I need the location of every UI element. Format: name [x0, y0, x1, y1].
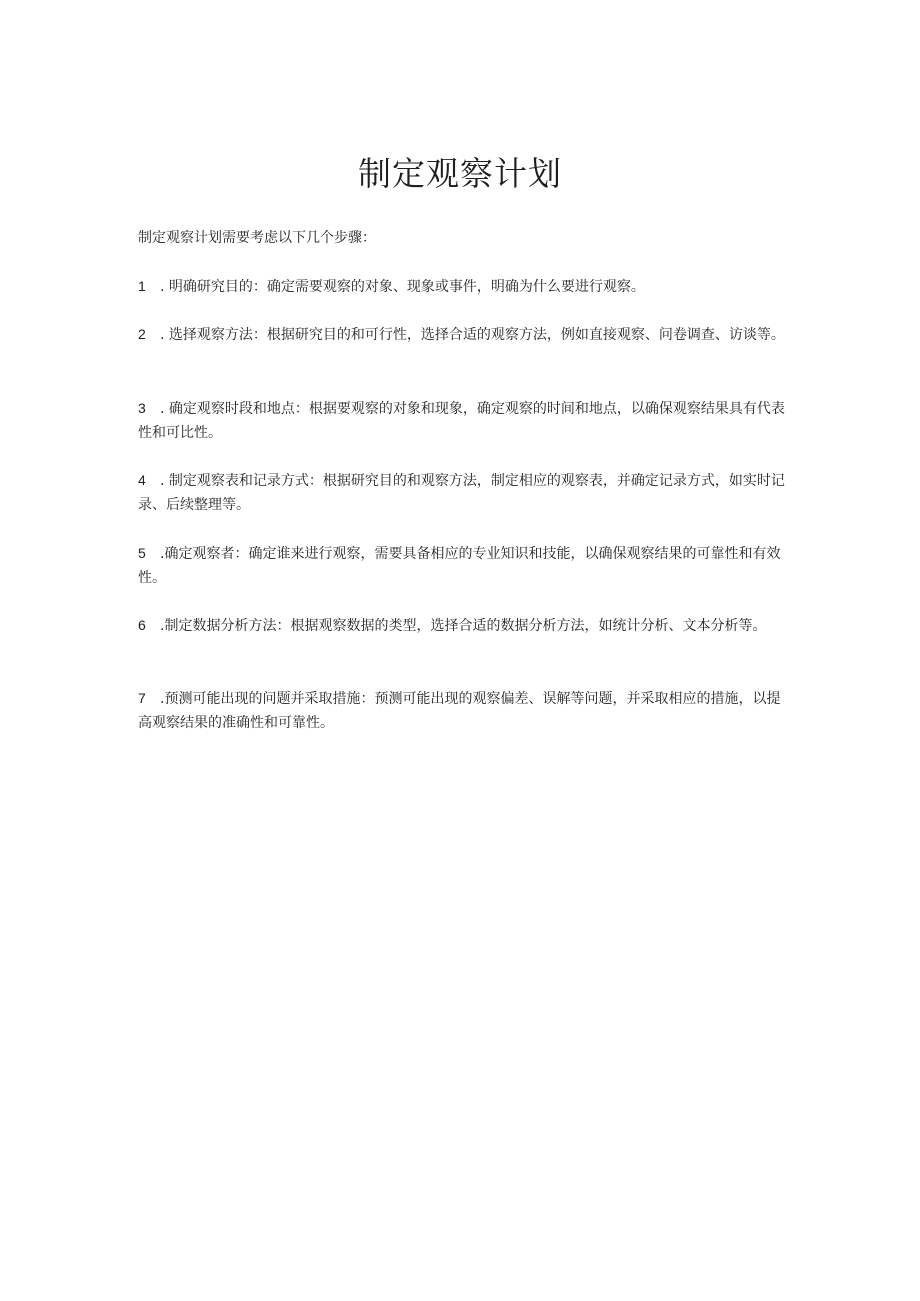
step-text: . 确定观察时段和地点：根据要观察的对象和现象，确定观察的时间和地点，以确保观察结果具有代表性和可比性。: [138, 401, 785, 441]
intro-paragraph: 制定观察计划需要考虑以下几个步骤：: [138, 230, 376, 246]
step-number: 4: [138, 472, 146, 488]
step-number: 2: [138, 326, 146, 342]
step-number: 5: [138, 545, 146, 561]
step-number: 3: [138, 400, 146, 416]
step-number: 6: [138, 617, 146, 633]
document-title: 制定观察计划: [358, 154, 562, 193]
step-text: . 明确研究目的：确定需要观察的对象、现象或事件，明确为什么要进行观察。: [160, 279, 645, 295]
step-item: [138, 686, 786, 735]
step-text: .确定观察者：确定谁来进行观察，需要具备相应的专业知识和技能，以确保观察结果的可靠性和有效性。: [138, 546, 781, 586]
step-item: [138, 396, 786, 445]
step-text: .制定数据分析方法：根据观察数据的类型，选择合适的数据分析方法，如统计分析、文本分析等。: [160, 618, 767, 634]
step-text: . 选择观察方法：根据研究目的和可行性，选择合适的观察方法，例如直接观察、问卷调查、访谈等。: [160, 327, 785, 343]
step-text: . 制定观察表和记录方式：根据研究目的和观察方法，制定相应的观察表，并确定记录方式，如实时记录、后续整理等。: [138, 473, 785, 513]
step-number: 7: [138, 690, 146, 706]
step-item: [138, 274, 786, 299]
step-number: 1: [138, 278, 146, 294]
step-text: .预测可能出现的问题并采取措施：预测可能出现的观察偏差、误解等问题，并采取相应的措施，以提高观察结果的准确性和可靠性。: [138, 691, 781, 731]
step-item: [138, 322, 786, 347]
step-item: [138, 613, 786, 638]
step-item: [138, 468, 786, 517]
step-item: [138, 541, 786, 590]
